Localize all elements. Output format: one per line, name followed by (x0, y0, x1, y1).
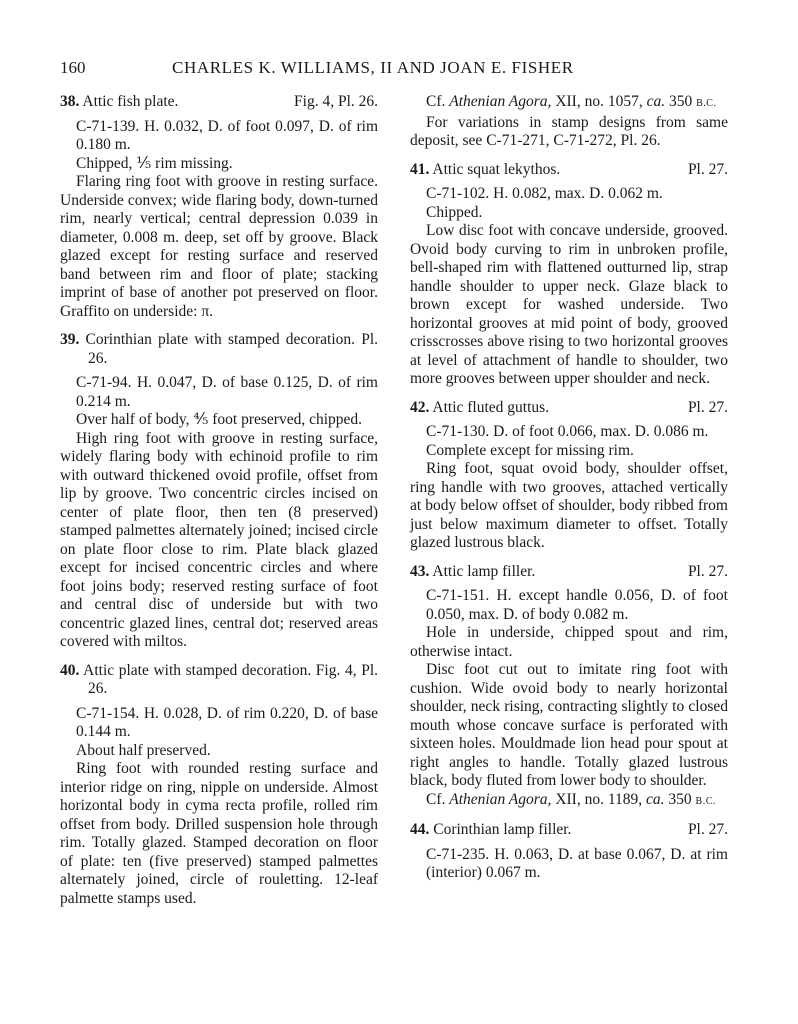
page-number: 160 (60, 58, 86, 77)
comparanda-reference (410, 791, 728, 812)
catalogue-entry-42 (410, 399, 728, 553)
continued-entry-40 (410, 93, 728, 151)
date-value: 350 (668, 93, 693, 110)
era-label: B.C. (695, 795, 716, 807)
catalogue-entry-41 (410, 161, 728, 389)
entry-description: High ring foot with groove in resting surface, widely flaring body with echinoid profile to rim with outward thickened ovoid profile, offset from lip by groove. Two concentric circles incised on center of plate floor, then ten (8 preserved) stamped palmettes alternately joined; incised circle on plate floor close to rim. Plate black glazed except for incised concentric circles and where foot joins body; reserved resting surface of foot and central disc of underside but with two concentric glazed lines, central dot; reserved areas covered with miltos. (60, 429, 378, 650)
entry-title-line (410, 399, 728, 418)
entry-catalogue-data: C-71-139. H. 0.032, D. of foot 0.097, D. of rim 0.180 m. (76, 117, 378, 153)
entry-reference: Fig. 4, Pl. 26. (294, 93, 378, 110)
entry-number: 41. (410, 160, 430, 178)
entry-title-line (60, 331, 378, 368)
circa-label: ca. (646, 790, 665, 808)
entry-description: Ring foot, squat ovoid body, shoulder offset, ring handle with two grooves, attached vertically at body below offset of shoulder, body ribbed from just below maximum diameter to offset. Totally glazed lustrous black. (410, 460, 728, 551)
entry-catalogue-data: C-71-94. H. 0.047, D. of base 0.125, D. of rim 0.214 m. (76, 374, 378, 410)
catalogue-entry-39 (60, 331, 378, 652)
cf-label: Cf. (426, 93, 446, 110)
entry-title-line (410, 161, 728, 180)
date-value: 350 (668, 790, 692, 808)
entry-title: Attic squat lekythos. (432, 160, 561, 178)
entry-condition: Over half of body, ⅘ foot preserved, chipped. (76, 411, 363, 428)
entry-catalogue-data: C-71-130. D. of foot 0.066, max. D. 0.086 m. (426, 423, 709, 440)
right-column (410, 93, 728, 893)
entry-catalogue-data: C-71-151. H. except handle 0.056, D. of foot 0.050, max. D. of body 0.082 m. (426, 587, 728, 623)
cf-label: Cf. (426, 790, 446, 808)
entry-number: 40. (60, 661, 80, 679)
entry-number: 44. (410, 821, 430, 838)
entry-number: 38. (60, 93, 80, 110)
running-title: CHARLES K. WILLIAMS, II AND JOAN E. FISHER (172, 58, 574, 77)
left-column (60, 93, 378, 918)
era-label: B.C. (696, 98, 717, 109)
entry-title: Attic fish plate. (82, 93, 179, 110)
entry-condition: Complete except for missing rim. (426, 441, 634, 459)
entry-title: Corinthian plate with stamped decoration. Pl. 26. (85, 331, 378, 367)
entry-title-line (410, 563, 728, 582)
entry-description: Flaring ring foot with groove in resting surface. Underside convex; wide flaring body, down-turned rim, nearly vertical; central depression 0.039 in diameter, 0.008 m. deep, set off by groove. Black glazed except for resting surface and reserved band between rim and floor of plate; stacking imprint of base of another pot preserved on floor. Graffito on underside: π. (60, 173, 378, 320)
entry-title-line (60, 93, 378, 112)
publication-reference: XII, no. 1057, (555, 93, 643, 110)
entry-title: Attic fluted guttus. (432, 398, 550, 416)
catalogue-entry-44 (410, 821, 728, 883)
entry-condition: Chipped, ⅕ rim missing. (76, 154, 233, 172)
entry-reference: Pl. 27. (687, 160, 728, 178)
publication-title: Athenian Agora, (449, 93, 552, 110)
entry-number: 43. (410, 562, 430, 580)
entry-catalogue-data: C-71-235. H. 0.063, D. at base 0.067, D. at rim (interior) 0.067 m. (426, 845, 728, 881)
entry-number: 39. (60, 331, 80, 348)
entry-reference: Pl. 27. (687, 821, 728, 838)
entry-title-line (60, 662, 378, 699)
entry-condition: About half preserved. (76, 741, 211, 759)
comparanda-reference (410, 93, 728, 114)
entry-description: Low disc foot with concave underside, grooved. Ovoid body curving to rim in unbroken profile, bell-shaped rim with flattened outturned lip, strap handle shoulder to upper neck. Glaze black to brown except for washed underside. Two horizontal grooves at mid point of body, grooved crisscrosses above rising to two horizontal grooves at level of attachment of handle to shoulder, two more grooves between upper shoulder and neck. (410, 222, 728, 387)
entry-condition: Hole in underside, chipped spout and rim, otherwise intact. (410, 624, 728, 660)
circa-label: ca. (646, 93, 666, 110)
entry-reference: Pl. 27. (687, 398, 728, 416)
entry-title: Attic lamp filler. (432, 562, 536, 580)
entry-title: Attic plate with stamped decoration. Fig. 4, Pl. 26. (83, 661, 378, 697)
entry-condition: Chipped. (426, 203, 483, 221)
entry-number: 42. (410, 398, 430, 416)
running-header (0, 58, 798, 82)
entry-note: For variations in stamp designs from same deposit, see C-71-271, C-71-272, Pl. 26. (410, 113, 728, 149)
catalogue-entry-40 (60, 662, 378, 909)
publication-title: Athenian Agora, (449, 790, 552, 808)
catalogue-entry-38 (60, 93, 378, 321)
entry-catalogue-data: C-71-102. H. 0.082, max. D. 0.062 m. (426, 185, 663, 202)
entry-description: Ring foot with rounded resting surface and interior ridge on ring, nipple on underside. Almost horizontal body in cyma recta profile, rolled rim offset from body. Drilled suspension hole through rim. Totally glazed. Stamped decoration on floor of plate: ten (five preserved) stamped palmettes alternately joined, circle of rouletting. 12-leaf palmette stamps used. (60, 760, 378, 907)
entry-reference: Pl. 27. (687, 562, 728, 580)
entry-title-line (410, 821, 728, 840)
catalogue-entry-43 (410, 563, 728, 812)
entry-description: Disc foot cut out to imitate ring foot with cushion. Wide ovoid body to nearly horizontal shoulder, neck rising, contracting slightly to closed mouth whose concave surface is perforated with sixteen holes. Mouldmade lion head pour spout at right angles to handle. Totally glazed lustrous black, body fluted from lower body to shoulder. (410, 661, 728, 789)
entry-catalogue-data: C-71-154. H. 0.028, D. of rim 0.220, D. of base 0.144 m. (76, 704, 378, 740)
entry-title: Corinthian lamp filler. (433, 821, 572, 838)
publication-reference: XII, no. 1189, (555, 790, 643, 808)
